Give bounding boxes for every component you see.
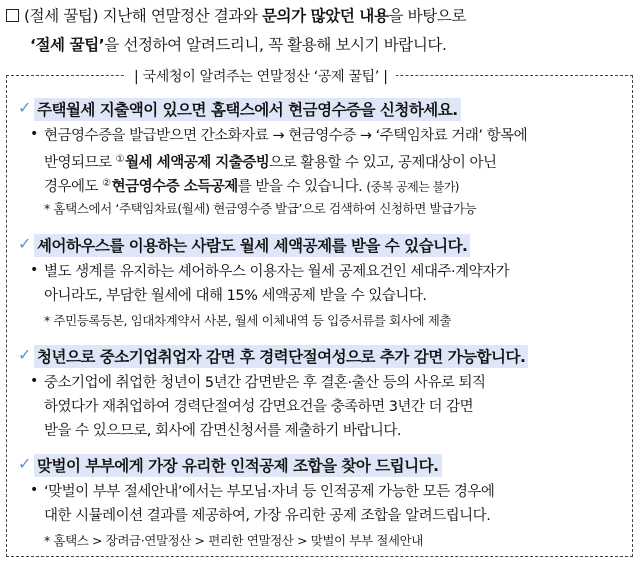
heading-text: 맞벌이 부부에게 가장 유리한 인적공제 조합을 찾아 드립니다. [34,454,442,477]
footnote: * 주민등록등본, 임대차계약서 사본, 월세 이체내역 등 입증서류를 회사에 제출 [44,313,452,328]
check-icon: ✓ [18,98,31,117]
body-line [44,172,630,196]
circled-number: ① [115,154,125,165]
intro-text: 을 바탕으로 [388,7,466,25]
check-icon: ✓ [18,345,31,364]
body-text: 경우에도 [44,179,103,195]
check-icon: ✓ [18,234,31,253]
body-line: 현금영수증을 발급받으면 간소화자료 → 현금영수증 → ‘주택임차료 거래’ 항목에 [44,128,528,144]
body-text: 를 받을 수 있습니다. [237,179,363,195]
body-line: ‘맞벌이 부부 절세안내’에서는 부모님·자녀 등 인적공제 가능한 모든 경우에 [44,484,495,500]
bullet-paragraph [30,480,630,528]
bullet-paragraph [30,260,630,308]
body-line: 중소기업에 취업한 청년이 5년간 감면받은 후 결혼·출산 등의 사유로 퇴직 [44,375,486,391]
body-bold: 현금영수증 소득공제 [111,179,238,195]
body-line: 받을 수 있으므로, 회사에 감면신청서를 제출하기 바랍니다. [44,423,402,439]
tip-section-2 [18,234,630,332]
circled-number: ② [102,178,111,189]
heading-text: 주택월세 지출액이 있으면 홈택스에서 현금영수증을 신청하세요. [34,98,461,121]
tip-section-3 [18,345,630,443]
body-small: (중복 공제는 불가) [366,180,459,194]
bullet-icon: • [30,262,38,278]
intro-line-1 [6,4,466,26]
body-line [44,148,630,172]
intro-line-2 [30,33,447,55]
body-text: 으로 활용할 수 있고, 공제대상이 아닌 [269,155,497,171]
bullet-icon: • [30,126,38,142]
section-heading [18,345,630,365]
section-heading [18,98,630,118]
body-line: 하였다가 재취업하여 경력단절여성 감면요건을 충족하면 3년간 더 감면 [44,399,474,415]
intro-text: (절세 꿀팁) 지난해 연말정산 결과와 [24,7,262,25]
tip-section-1 [18,98,630,220]
section-heading [18,234,630,254]
heading-text: 셰어하우스를 이용하는 사람도 월세 세액공제를 받을 수 있습니다. [34,234,470,257]
bullet-paragraph [30,124,630,196]
intro-bold: ‘절세 꿀팁’ [30,36,105,54]
body-line: 별도 생계를 유지하는 셰어하우스 이용자는 월세 공제요건인 세대주·계약자가 [44,264,510,280]
footnote: * 홈택스 > 장려금·연말정산 > 편리한 연말정산 > 맞벌이 부부 절세안내 [44,533,423,548]
footnote: * 홈택스에서 ‘주택임차료(월세) 현금영수증 발급’으로 검색하여 신청하면 발급가능 [44,201,477,216]
check-icon: ✓ [18,454,31,473]
tips-box-title: | 국세청이 알려주는 연말정산 ‘공제 꿀팁’ | [126,66,396,86]
body-bold: 월세 세액공제 지출증빙 [125,155,270,171]
section-heading [18,454,630,474]
body-text: 반영되므로 [44,155,116,171]
heading-text: 청년으로 중소기업취업자 감면 후 경력단절여성으로 추가 감면 가능합니다. [34,345,528,368]
bullet-paragraph [30,371,630,443]
bullet-icon: • [30,482,38,498]
tip-section-4 [18,454,630,552]
body-line: 대한 시뮬레이션 결과를 제공하여, 가장 유리한 공제 조합을 알려드립니다. [44,508,491,524]
square-bullet-icon [6,9,19,22]
body-line: 아니라도, 부담한 월세에 대해 15% 세액공제 받을 수 있습니다. [44,288,427,304]
bullet-icon: • [30,373,38,389]
intro-text: 을 선정하여 알려드리니, 꼭 활용해 보시기 바랍니다. [104,36,447,54]
intro-bold: 문의가 많았던 내용 [261,7,389,25]
